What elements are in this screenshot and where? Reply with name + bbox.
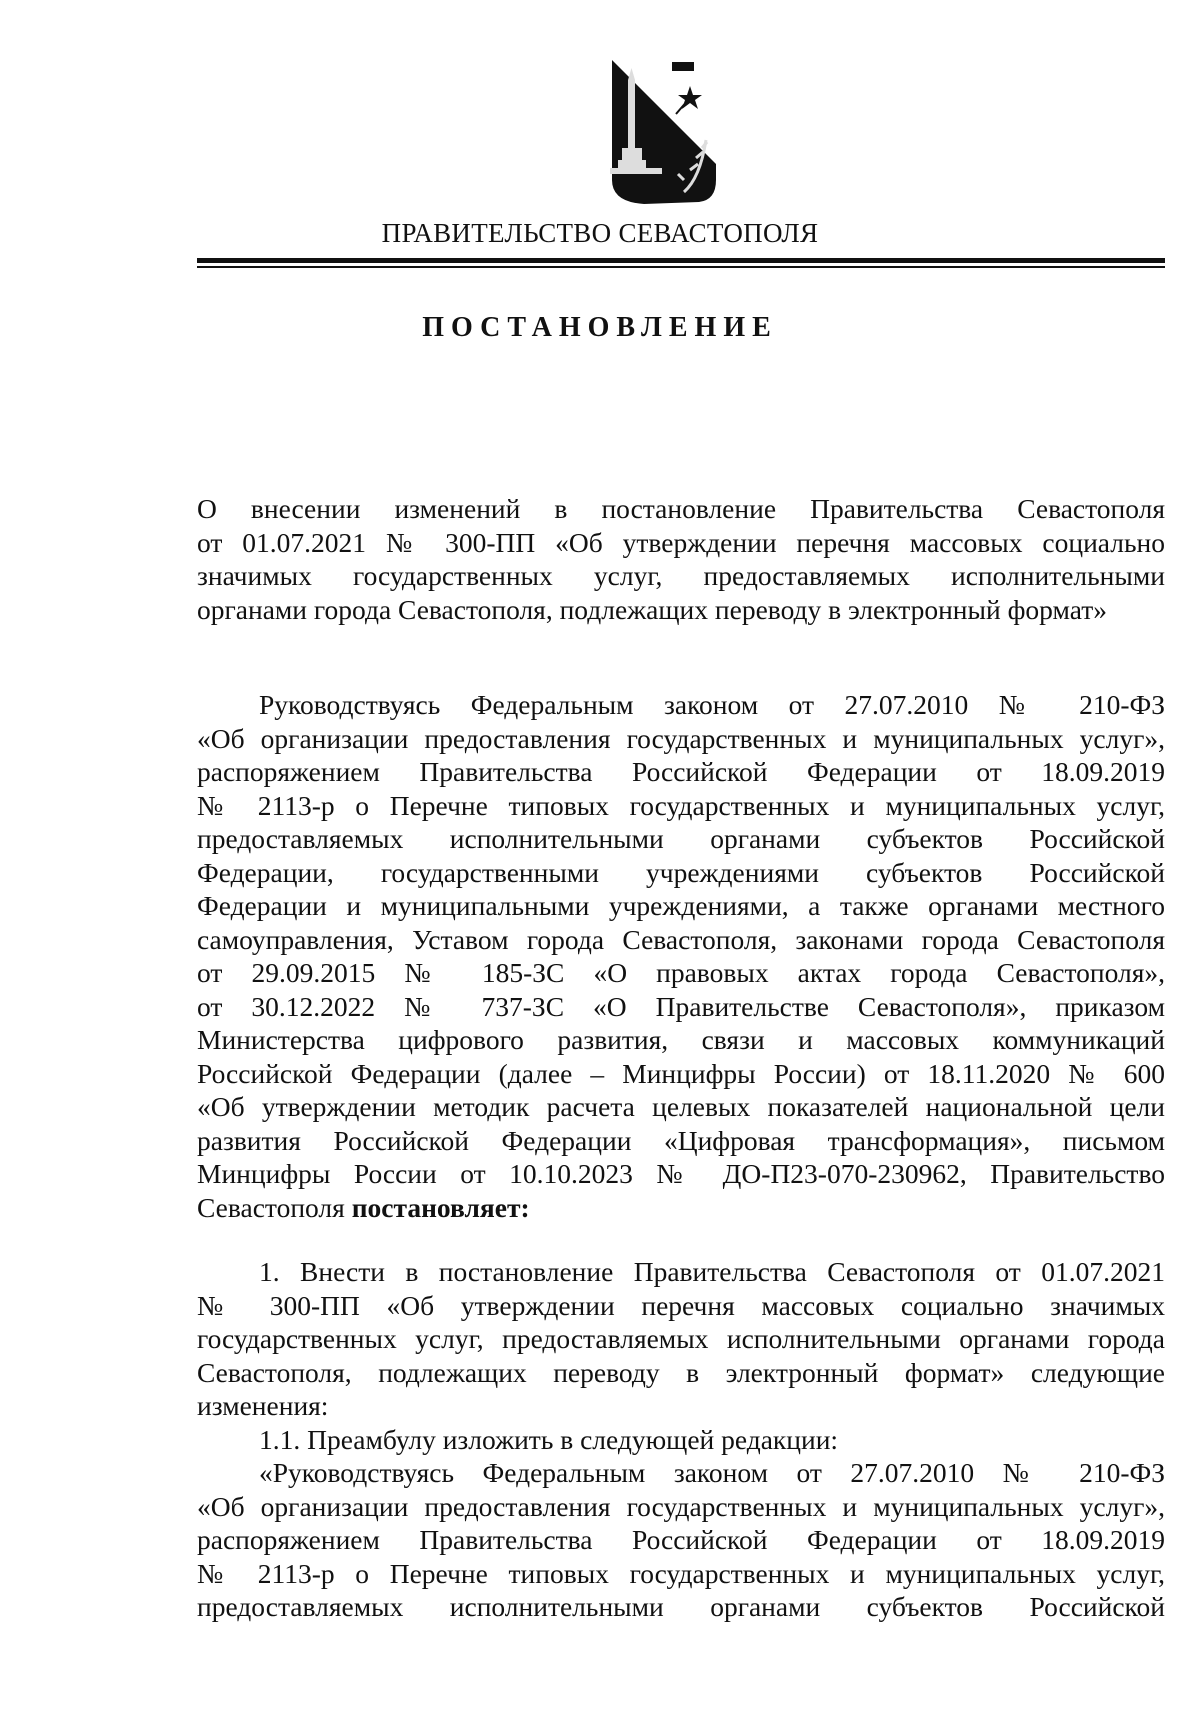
document-type: ПОСТАНОВЛЕНИЕ [422,312,778,343]
preamble-line: от 30.12.2022 № 737-ЗС «О Правительстве Севастополя», приказом [197,991,1165,1022]
item1-line: 1. Внести в постановление Правительства Севастополя от 01.07.2021 [259,1256,1165,1287]
preamble-line: Министерства цифрового развития, связи и массовых коммуникаций [197,1024,1165,1055]
preamble-line: «Об утверждении методик расчета целевых показателей национальной цели [197,1091,1165,1122]
item1-line: № 300-ПП «Об утверждении перечня массовых социально значимых [197,1290,1165,1321]
item1-1-line: распоряжением Правительства Российской Федерации от 18.09.2019 [197,1524,1165,1555]
item1-1-heading: 1.1. Преамбулу изложить в следующей редакции: [259,1424,839,1455]
item1-1-line: «Руководствуясь Федеральным законом от 27.07.2010 № 210-ФЗ [259,1457,1165,1488]
preamble-line: Руководствуясь Федеральным законом от 27.07.2010 № 210-ФЗ [259,689,1165,720]
item1-line: государственных услуг, предоставляемых исполнительными органами города [197,1323,1165,1354]
resolves-keyword: постановляет: [351,1192,530,1223]
preamble-closing-line [197,1191,1165,1225]
title-line: значимых государственных услуг, предоставляемых исполнительными [197,560,1165,591]
preamble-line: развития Российской Федерации «Цифровая трансформация», письмом [197,1125,1165,1156]
title-line: от 01.07.2021 № 300-ПП «Об утверждении перечня массовых социально [197,527,1165,558]
preamble-line: Федерации, государственными учреждениями субъектов Российской [197,857,1165,888]
preamble-line: Российской Федерации (далее – Минцифры России) от 18.11.2020 № 600 [197,1058,1165,1089]
item1-line: изменения: [197,1390,329,1421]
title-line: органами города Севастополя, подлежащих переводу в электронный формат» [197,594,1107,625]
header-double-rule-thin [197,266,1165,268]
item1-1-line: предоставляемых исполнительными органами субъектов Российской [197,1591,1165,1622]
preamble-line: «Об организации предоставления государственных и муниципальных услуг», [197,723,1165,754]
preamble-line: от 29.09.2015 № 185-ЗС «О правовых актах города Севастополя», [197,957,1165,988]
organization-name: ПРАВИТЕЛЬСТВО СЕВАСТОПОЛЯ [381,218,819,248]
item1-line: Севастополя, подлежащих переводу в электронный формат» следующие [197,1357,1165,1388]
preamble-line: № 2113-р о Перечне типовых государственных и муниципальных услуг, [197,790,1165,821]
header-double-rule-thick [197,258,1165,263]
sevastopol-coat-of-arms-icon [604,52,734,212]
preamble-line: самоуправления, Уставом города Севастополя, законами города Севастополя [197,924,1165,955]
preamble-line: Минцифры России от 10.10.2023 № ДО-П23-070-230962, Правительство [197,1158,1165,1189]
preamble-line: предоставляемых исполнительными органами субъектов Российской [197,823,1165,854]
preamble-line: Федерации и муниципальными учреждениями, а также органами местного [197,890,1165,921]
item1-1-line: «Об организации предоставления государственных и муниципальных услуг», [197,1491,1165,1522]
preamble-line: распоряжением Правительства Российской Федерации от 18.09.2019 [197,756,1165,787]
preamble-closing-text: Севастополя [197,1192,352,1223]
item1-1-line: № 2113-р о Перечне типовых государственных и муниципальных услуг, [197,1558,1165,1589]
title-line: О внесении изменений в постановление Правительства Севастополя [197,493,1165,524]
